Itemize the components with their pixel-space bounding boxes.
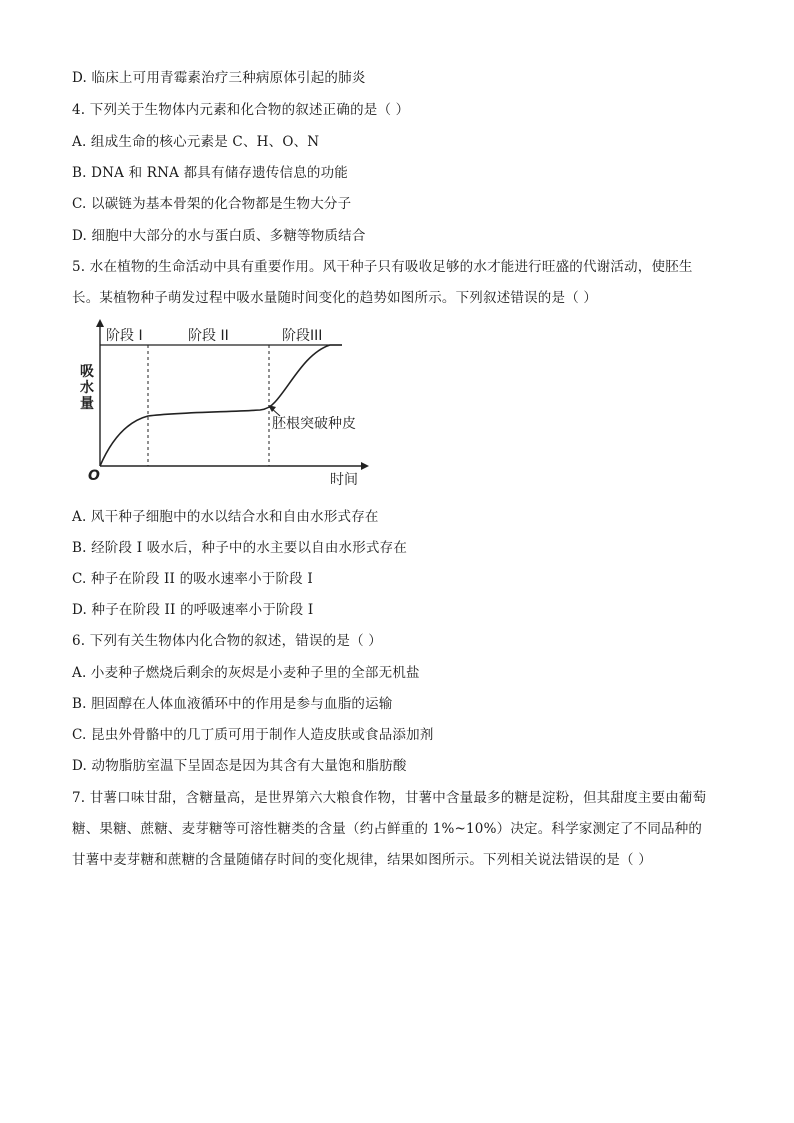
text-line: 糖、果糖、蔗糖、麦芽糖等可溶性糖类的含量（约占鲜重的 1%~10%）决定。科学家测定了不同品种的 (72, 821, 703, 837)
stage-label-3: 阶段III (282, 328, 323, 344)
text-line: D. 种子在阶段 II 的呼吸速率小于阶段 I (72, 602, 314, 618)
y-label-char: 量 (80, 396, 94, 412)
text-line: A. 小麦种子燃烧后剩余的灰烬是小麦种子里的全部无机盐 (72, 665, 420, 681)
water-uptake-curve (100, 345, 342, 466)
text-line: 4. 下列关于生物体内元素和化合物的叙述正确的是（ ） (72, 102, 410, 118)
text-line: 7. 甘薯口味甘甜，含糖量高，是世界第六大粮食作物，甘薯中含量最多的糖是淀粉，但其甜度主要由葡萄 (72, 790, 707, 806)
stage-label-1: 阶段 I (106, 328, 143, 344)
text-line: 甘薯中麦芽糖和蔗糖的含量随储存时间的变化规律，结果如图所示。下列相关说法错误的是（ ） (72, 852, 652, 868)
text-line: 6. 下列有关生物体内化合物的叙述，错误的是（ ） (72, 633, 382, 649)
text-line: A. 组成生命的核心元素是 C、H、O、N (72, 134, 320, 150)
water-uptake-figure (80, 318, 380, 490)
text-line: A. 风干种子细胞中的水以结合水和自由水形式存在 (72, 509, 379, 525)
text-line: 5. 水在植物的生命活动中具有重要作用。风干种子只有吸收足够的水才能进行旺盛的代谢活动，使胚生 (72, 259, 693, 275)
text-line: B. 经阶段 I 吸水后，种子中的水主要以自由水形式存在 (72, 540, 408, 556)
annotation-text: 胚根突破种皮 (272, 416, 356, 432)
text-line: C. 昆虫外骨骼中的几丁质可用于制作人造皮肤或食品添加剂 (72, 727, 434, 743)
text-line: D. 细胞中大部分的水与蛋白质、多糖等物质结合 (72, 228, 366, 244)
text-line: B. 胆固醇在人体血液循环中的作用是参与血脂的运输 (72, 696, 393, 712)
x-axis-label: 时间 (330, 472, 358, 488)
text-line: D. 动物脂肪室温下呈固态是因为其含有大量饱和脂肪酸 (72, 758, 407, 774)
x-axis-arrow (361, 462, 369, 470)
origin-label: O (88, 468, 100, 484)
text-line: C. 种子在阶段 II 的吸水速率小于阶段 I (72, 571, 313, 587)
y-label-char: 水 (80, 380, 94, 396)
text-line: B. DNA 和 RNA 都具有储存遗传信息的功能 (72, 165, 348, 181)
y-axis-arrow (96, 319, 104, 327)
text-line: D. 临床上可用青霉素治疗三种病原体引起的肺炎 (72, 70, 366, 86)
text-line: C. 以碳链为基本骨架的化合物都是生物大分子 (72, 196, 352, 212)
stage-label-2: 阶段 II (188, 328, 229, 344)
text-line: 长。某植物种子萌发过程中吸水量随时间变化的趋势如图所示。下列叙述错误的是（ ） (72, 290, 598, 306)
y-label-char: 吸 (80, 364, 94, 380)
